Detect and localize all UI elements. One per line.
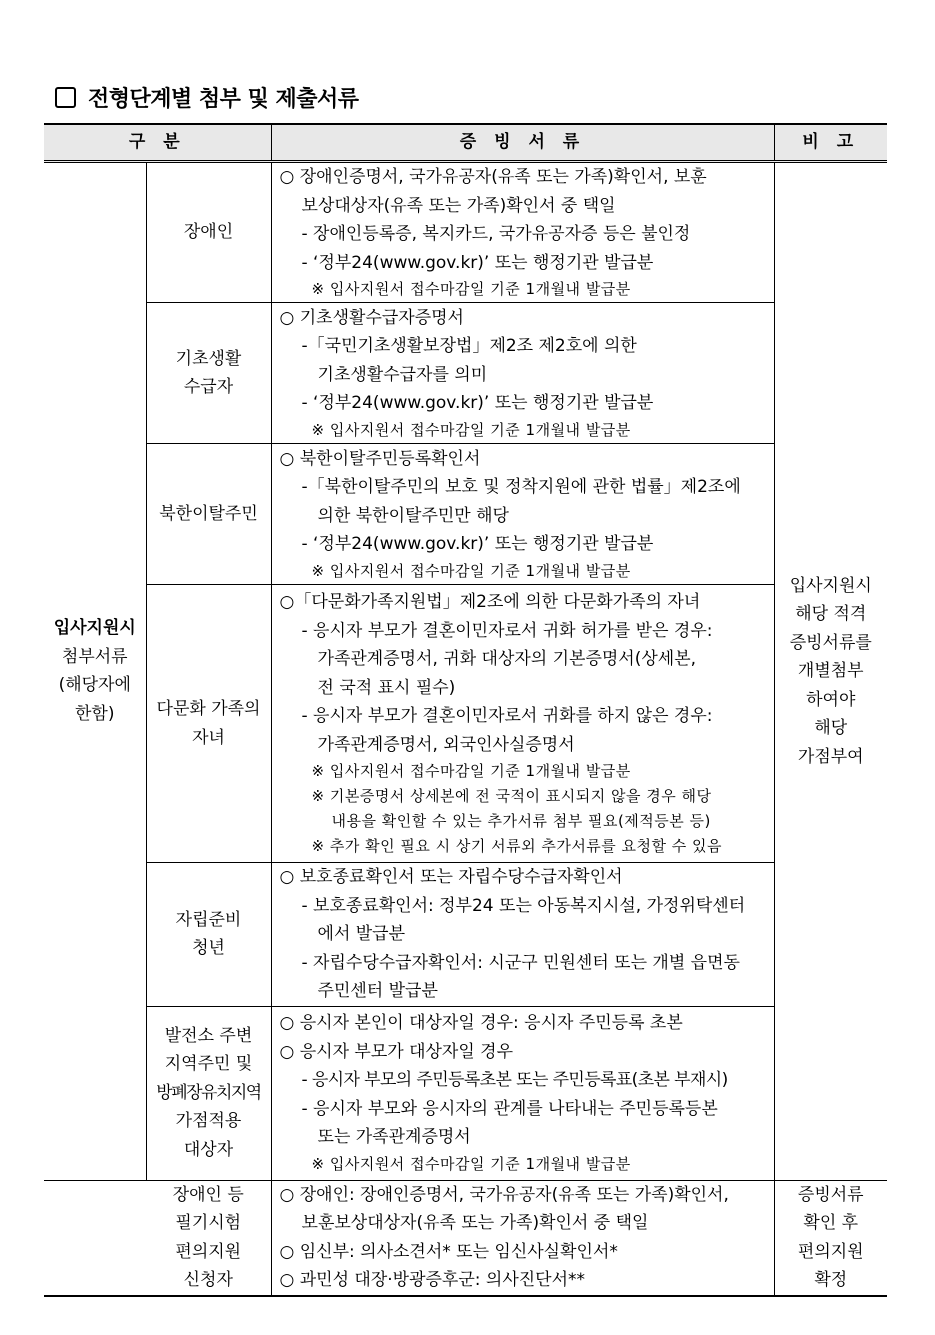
subcategory-cell xyxy=(146,444,271,585)
doc-line: ○ 보호종료확인서 또는 자립수당수급자확인서 xyxy=(279,867,623,887)
doc-line: - 응시자 부모가 결혼이민자로서 귀화를 하지 않은 경우: xyxy=(301,706,713,726)
documents-cell xyxy=(271,1006,774,1180)
doc-line: 전 국적 표시 필수) xyxy=(317,677,456,698)
doc-line: ○ 응시자 부모가 대상자일 경우 xyxy=(279,1041,514,1062)
table-row xyxy=(44,1180,887,1296)
documents-cell xyxy=(271,585,774,863)
category-label: 필기시험 xyxy=(175,1213,242,1233)
header-category: 구 분 xyxy=(44,124,271,162)
doc-line: ○ 기초생활수급자증명서 xyxy=(279,307,464,328)
checkbox-square-icon xyxy=(55,87,76,108)
table-row xyxy=(44,1006,887,1180)
table-row xyxy=(44,585,887,863)
doc-note-line: ※ 입사지원서 접수마감일 기준 1개월내 발급분 xyxy=(311,1154,631,1173)
doc-line: -「북한이탈주민의 보호 및 정착지원에 관한 법률」제2조에 xyxy=(301,477,741,497)
subcategory-label: 대상자 xyxy=(183,1139,234,1160)
main-category-line: 첨부서류 xyxy=(61,646,128,667)
subcategory-label: 기초생활 xyxy=(175,348,242,369)
subcategory-label: 청년 xyxy=(192,938,225,959)
note-line: 입사지원시 xyxy=(789,575,872,596)
doc-line: - ‘정부24(www.gov.kr)’ 또는 행정기관 발급분 xyxy=(301,393,654,413)
category-label: 신청자 xyxy=(183,1270,233,1290)
subcategory-cell xyxy=(146,303,271,444)
note-line: 편의지원 xyxy=(797,1241,864,1262)
doc-note-line: ※ 입사지원서 접수마감일 기준 1개월내 발급분 xyxy=(311,561,631,580)
main-category-line: 한함) xyxy=(75,703,115,724)
doc-line: ○ 과민성 대장·방광증후군: 의사진단서** xyxy=(279,1270,586,1290)
note-line: 증빙서류 xyxy=(797,1184,864,1205)
note-line: 가점부여 xyxy=(797,746,864,767)
documents-cell xyxy=(271,863,774,1007)
main-note-cell xyxy=(774,162,887,1181)
doc-line: ○「다문화가족지원법」제2조에 의한 다문화가족의 자녀 xyxy=(279,592,701,612)
subcategory-label: 방폐장유치지역 xyxy=(156,1082,261,1103)
doc-line: - 응시자 부모와 응시자의 관계를 나타내는 주민등록등본 xyxy=(301,1098,718,1119)
doc-note-line: ※ 기본증명서 상세본에 전 국적이 표시되지 않을 경우 해당 xyxy=(311,787,712,805)
note-line: 개별첨부 xyxy=(797,661,864,681)
doc-line: ○ 임신부: 의사소견서* 또는 임신사실확인서* xyxy=(279,1241,618,1262)
table-header-row xyxy=(44,124,887,162)
documents-cell xyxy=(271,303,774,444)
subcategory-label: 다문화 가족의 xyxy=(156,699,261,719)
doc-line: 보상대상자(유족 또는 가족)확인서 중 택일 xyxy=(301,195,616,216)
doc-line: 의한 북한이탈주민만 해당 xyxy=(317,505,509,526)
header-documents: 증 빙 서 류 xyxy=(271,124,774,162)
doc-note-line: ※ 추가 확인 필요 시 상기 서류외 추가서류를 요청할 수 있음 xyxy=(311,837,723,855)
doc-line: - 보호종료확인서: 정부24 또는 아동복지시설, 가정위탁센터 xyxy=(301,895,746,916)
doc-line: -「국민기초생활보장법」제2조 제2호에 의한 xyxy=(301,336,637,356)
subcategory-label: 발전소 주변 xyxy=(164,1025,253,1046)
note-cell xyxy=(774,1180,887,1296)
doc-note-line: ※ 입사지원서 접수마감일 기준 1개월내 발급분 xyxy=(311,280,631,298)
documents-cell xyxy=(271,1180,774,1296)
doc-note-line: ※ 입사지원서 접수마감일 기준 1개월내 발급분 xyxy=(311,420,631,439)
doc-line: 주민센터 발급분 xyxy=(317,981,438,1001)
subcategory-label: 가점적용 xyxy=(175,1111,242,1132)
section-title-text: 전형단계별 첨부 및 제출서류 xyxy=(88,87,359,112)
table-row xyxy=(44,303,887,444)
doc-line: ○ 장애인증명서, 국가유공자(유족 또는 가족)확인서, 보훈 xyxy=(279,167,707,187)
doc-line: 가족관계증명서, 귀화 대상자의 기본증명서(상세본, xyxy=(317,649,697,669)
doc-line: - ‘정부24(www.gov.kr)’ 또는 행정기관 발급분 xyxy=(301,252,654,273)
doc-line: ○ 장애인: 장애인증명서, 국가유공자(유족 또는 가족)확인서, xyxy=(279,1184,729,1205)
subcategory-cell xyxy=(146,162,271,303)
section-title xyxy=(55,82,359,113)
subcategory-label: 장애인 xyxy=(183,222,234,243)
table-row xyxy=(44,162,887,303)
main-category-cell xyxy=(44,162,146,1181)
note-line: 증빙서류를 xyxy=(789,632,872,653)
category-label: 장애인 등 xyxy=(172,1184,244,1205)
documents-cell xyxy=(271,162,774,303)
main-category-line: (해당자에 xyxy=(58,675,131,696)
subcategory-label: 북한이탈주민 xyxy=(159,503,258,524)
subcategory-cell xyxy=(146,863,271,1007)
note-line: 확인 후 xyxy=(803,1213,859,1233)
documents-cell xyxy=(271,444,774,585)
header-note: 비 고 xyxy=(774,124,887,162)
doc-line: - 응시자 부모의 주민등록초본 또는 주민등록표(초본 부재시) xyxy=(301,1070,728,1091)
subcategory-label: 자립준비 xyxy=(175,909,242,930)
note-line: 해당 적격 xyxy=(795,604,867,624)
table-row xyxy=(44,444,887,585)
main-category-title: 입사지원시 xyxy=(53,618,136,639)
doc-note-line: 내용을 확인할 수 있는 추가서류 첨부 필요(제적등본 등) xyxy=(331,812,711,830)
doc-line: 기초생활수급자를 의미 xyxy=(317,364,488,385)
subcategory-label: 수급자 xyxy=(183,377,234,397)
note-line: 확정 xyxy=(814,1270,848,1290)
doc-line: ○ 북한이탈주민등록확인서 xyxy=(279,448,481,469)
documents-table xyxy=(44,123,887,1297)
doc-line: 가족관계증명서, 외국인사실증명서 xyxy=(317,734,575,755)
subcategory-cell xyxy=(146,585,271,863)
subcategory-cell xyxy=(146,1006,271,1180)
subcategory-label: 지역주민 및 xyxy=(164,1054,253,1075)
category-label: 편의지원 xyxy=(175,1241,242,1262)
note-line: 해당 xyxy=(814,718,848,738)
note-line: 하여야 xyxy=(806,689,856,710)
category-cell xyxy=(44,1180,271,1296)
doc-line: 또는 가족관계증명서 xyxy=(317,1127,471,1148)
doc-line: 에서 발급분 xyxy=(317,924,406,944)
doc-line: 보훈보상대상자(유족 또는 가족)확인서 중 택일 xyxy=(301,1213,649,1233)
doc-line: - 장애인등록증, 복지카드, 국가유공자증 등은 불인정 xyxy=(301,224,691,244)
doc-line: - 응시자 부모가 결혼이민자로서 귀화 허가를 받은 경우: xyxy=(301,620,713,641)
doc-line: - ‘정부24(www.gov.kr)’ 또는 행정기관 발급분 xyxy=(301,534,654,554)
doc-note-line: ※ 입사지원서 접수마감일 기준 1개월내 발급분 xyxy=(311,762,631,780)
table-row xyxy=(44,863,887,1007)
subcategory-label: 자녀 xyxy=(192,727,225,748)
doc-line: ○ 응시자 본인이 대상자일 경우: 응시자 주민등록 초본 xyxy=(279,1013,683,1034)
doc-line: - 자립수당수급자확인서: 시군구 민원센터 또는 개별 읍면동 xyxy=(301,952,740,973)
